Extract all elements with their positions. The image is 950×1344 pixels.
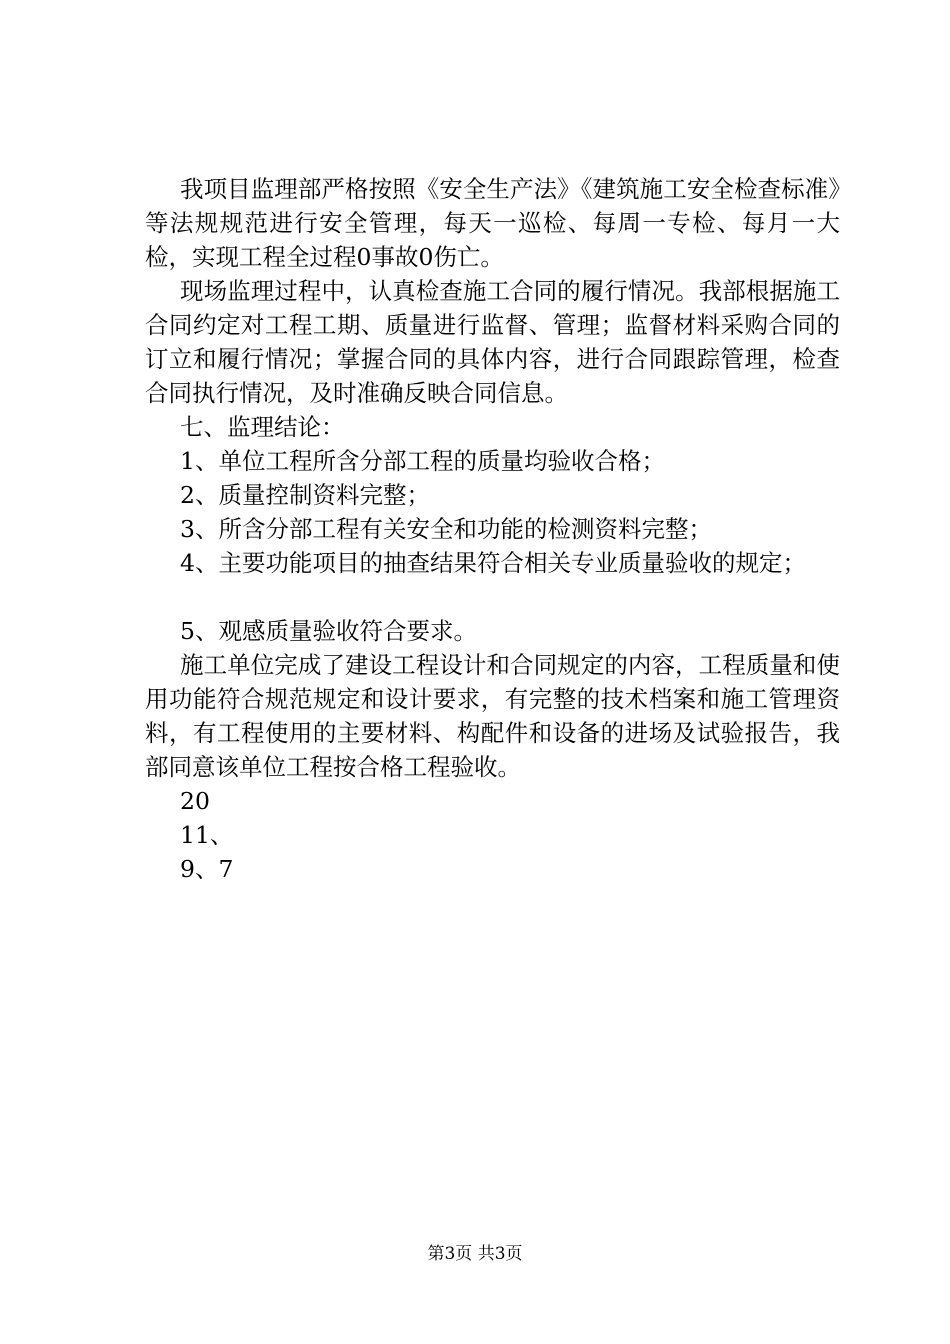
blank-line — [145, 580, 840, 614]
date-line-month: 11、 — [180, 821, 234, 849]
date-line-year: 20 — [180, 787, 210, 815]
conclusion-heading: 七、监理结论： — [180, 413, 345, 441]
page-number-footer: 第3页 共3页 — [427, 1244, 523, 1264]
conclusion-item-1: 1、单位工程所含分部工程的质量均验收合格； — [180, 447, 665, 475]
conclusion-item-4: 4、主要功能项目的抽查结果符合相关专业质量验收的规定； — [180, 549, 806, 577]
conclusion-item-3: 3、所含分部工程有关安全和功能的检测资料完整； — [180, 515, 712, 543]
contract-supervision-paragraph: 现场监理过程中，认真检查施工合同的履行情况。我部根据施工合同约定对工程工期、质量进行监督、管理；监督材料采购合同的订立和履行情况；掌握合同的具体内容，进行合同跟踪管理，检查合同执行情况，及时准确反映合同信息。 — [145, 277, 840, 407]
conclusion-item-5: 5、观感质量验收符合要求。 — [180, 617, 477, 645]
conclusion-item-2: 2、质量控制资料完整； — [180, 481, 430, 509]
date-line-day: 9、7 — [180, 855, 234, 883]
document-body — [145, 172, 840, 886]
closing-paragraph: 施工单位完成了建设工程设计和合同规定的内容，工程质量和使用功能符合规范规定和设计要求，有完整的技术档案和施工管理资料，有工程使用的主要材料、构配件和设备的进场及试验报告，我部同意该单位工程按合格工程验收。 — [145, 651, 840, 781]
safety-management-paragraph: 我项目监理部严格按照《安全生产法》《建筑施工安全检查标准》等法规规范进行安全管理，每天一巡检、每周一专检、每月一大检，实现工程全过程0事故0伤亡。 — [145, 175, 840, 271]
